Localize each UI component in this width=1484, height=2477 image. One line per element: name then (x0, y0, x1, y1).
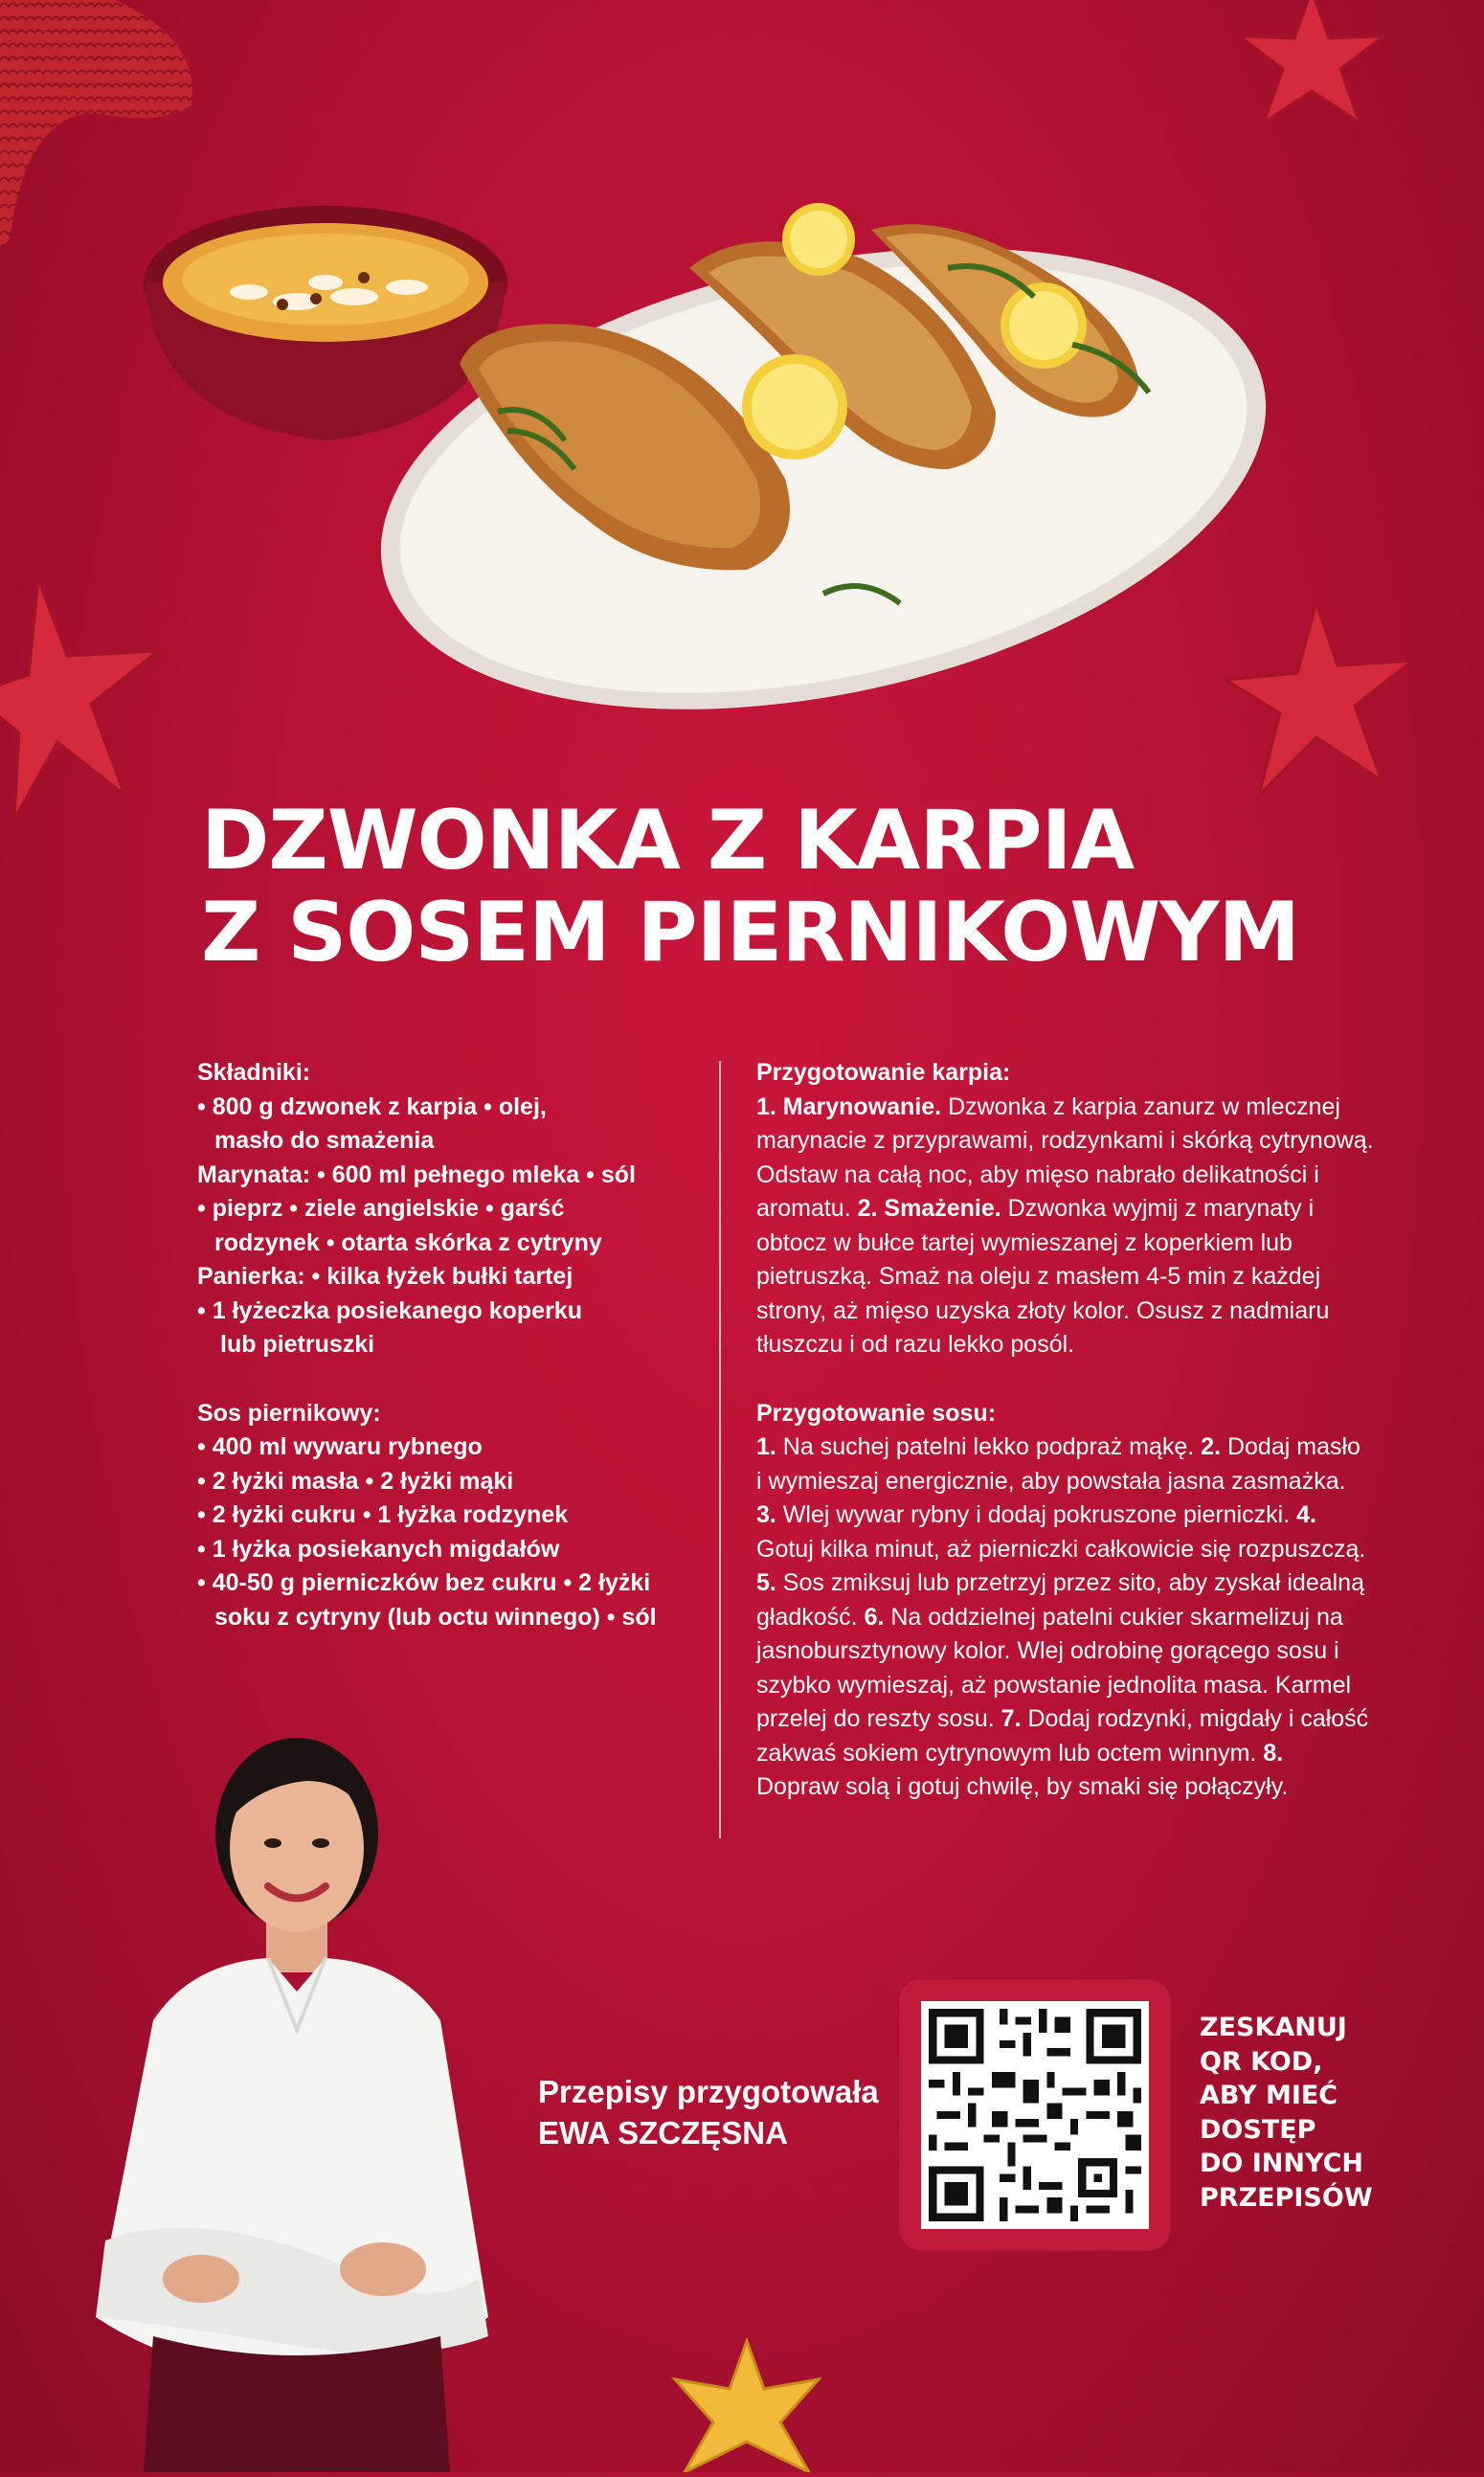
sauce-ingredient-line: • 2 łyżki masła • 2 łyżki mąki (197, 1467, 514, 1495)
step-text: Wlej wywar rybny i dodaj pokruszone pierniczki. (776, 1501, 1297, 1528)
sauce-ingredient-line: • 40-50 g pierniczków bez cukru • 2 łyżki (197, 1569, 651, 1596)
recipe-title-line2: Z SOSEM PIERNIKOWYM (201, 885, 1300, 980)
sauce-ingredient-line: • 400 ml wywaru rybnego (197, 1433, 483, 1460)
step-text: Dopraw solą i gotuj chwilę, by smaki się połączyły. (756, 1773, 1289, 1800)
step-label: 6. (864, 1603, 885, 1631)
ingredient-line: masło do smażenia (214, 1127, 435, 1154)
ingredient-line: • 1 łyżeczka posiekanego koperku (197, 1296, 582, 1324)
dish-photo (134, 191, 1283, 728)
ingredient-line: Panierka: • kilka łyżek bułki tartej (197, 1263, 573, 1290)
knitted-star-icon (1216, 0, 1407, 144)
qr-code-frame[interactable] (900, 1980, 1170, 2250)
step-label: 7. (1001, 1705, 1022, 1732)
step-text: Na suchej patelni lekko podpraż mąkę. (776, 1433, 1202, 1460)
step-text: Dzwonka wyjmij z marynaty i obtocz w bułce tartej wymieszanej z koperkiem lub pietruszką. Smaż na oleju z masłem 4-5 min z każdej strony, aż mięso uzyska złoty kolor. Osusz z nadmiaru tłuszczu i od razu lekko posól. (756, 1195, 1330, 1358)
recipe-title-line1: DZWONKA Z KARPIA (201, 793, 1135, 889)
step-label: 1. Marynowanie. (756, 1092, 942, 1120)
qr-text-line: PRZEPISÓW (1200, 2182, 1373, 2213)
step-text: Dodaj masło i wymieszaj energicznie, aby powstała jasna zasmażka. (756, 1433, 1360, 1495)
carp-prep-heading: Przygotowanie karpia: (756, 1059, 1011, 1086)
knitted-star-icon (651, 2336, 843, 2472)
qr-text-line: DOSTĘP (1200, 2114, 1316, 2145)
author-label: Przepisy przygotowała (538, 2074, 879, 2109)
step-label: 2. (1201, 1433, 1222, 1460)
recipe-title (201, 795, 1299, 979)
sauce-ingredient-line: • 1 łyżka posiekanych migdałów (197, 1535, 560, 1563)
column-divider (719, 1061, 721, 1838)
qr-text-line: DO INNYCH (1200, 2149, 1364, 2178)
step-label: 1. (756, 1433, 776, 1460)
step-label: 5. (756, 1569, 776, 1596)
step-text: Na oddzielnej patelni cukier skarmelizuj na jasnobursztynowy kolor. Wlej odrobinę gorącego sosu i szybko wymieszaj, aż powstanie jednolita masa. Karmel przelej do reszty sosu. (756, 1603, 1352, 1732)
step-text: Sos zmiksuj lub przetrzyj przez sito, aby zyskał idealną gładkość. (756, 1569, 1364, 1631)
ingredient-line: • 800 g dzwonek z karpia • olej, (197, 1092, 547, 1120)
sauce-ingredients-heading: Sos piernikowy: (197, 1399, 381, 1427)
step-text: Gotuj kilka minut, aż pierniczki całkowicie się rozpuszczą. (756, 1535, 1366, 1563)
sauce-ingredient-line: soku z cytryny (lub octu winnego) • sól (214, 1603, 657, 1631)
step-label: 8. (1263, 1739, 1284, 1767)
ingredients-heading: Składniki: (197, 1059, 311, 1086)
step-label: 3. (756, 1501, 776, 1528)
author-name: EWA SZCZĘSNA (538, 2115, 788, 2150)
qr-instructions (1200, 2011, 1373, 2215)
step-text: Dzwonka z karpia zanurz w mlecznej marynacie z przyprawami, rodzynkami i skórką cytrynową. Odstaw na całą noc, aby mięso nabrało delikatności i aromatu. (756, 1092, 1374, 1222)
sauce-prep-heading: Przygotowanie sosu: (756, 1399, 997, 1427)
ingredient-line: • pieprz • ziele angielskie • garść (197, 1195, 565, 1222)
qr-code-icon (921, 2001, 1149, 2229)
author-photo (67, 1704, 517, 2472)
ingredient-line: rodzynek • otarta skórka z cytryny (214, 1228, 602, 1256)
ingredient-line: lub pietruszki (220, 1331, 375, 1358)
ingredient-line: Marynata: • 600 ml pełnego mleka • sól (197, 1160, 636, 1188)
step-label: 2. Smażenie. (857, 1195, 1001, 1222)
step-text: Dodaj rodzynki, migdały i całość zakwaś sokiem cytrynowym lub octem winnym. (756, 1705, 1369, 1767)
author-credit (538, 2071, 879, 2153)
step-label: 4. (1296, 1501, 1316, 1528)
qr-code[interactable] (921, 2001, 1149, 2229)
preparation-column (756, 1056, 1388, 1805)
sauce-ingredient-line: • 2 łyżki cukru • 1 łyżka rodzynek (197, 1501, 569, 1528)
qr-text-line: ZESKANUJ (1200, 2013, 1347, 2042)
qr-text-line: ABY MIEĆ (1200, 2081, 1338, 2110)
carp-prep-text (756, 1091, 1383, 1362)
qr-text-line: QR KOD, (1200, 2046, 1323, 2077)
sauce-prep-text (756, 1430, 1369, 1805)
ingredients-column (197, 1056, 695, 1634)
